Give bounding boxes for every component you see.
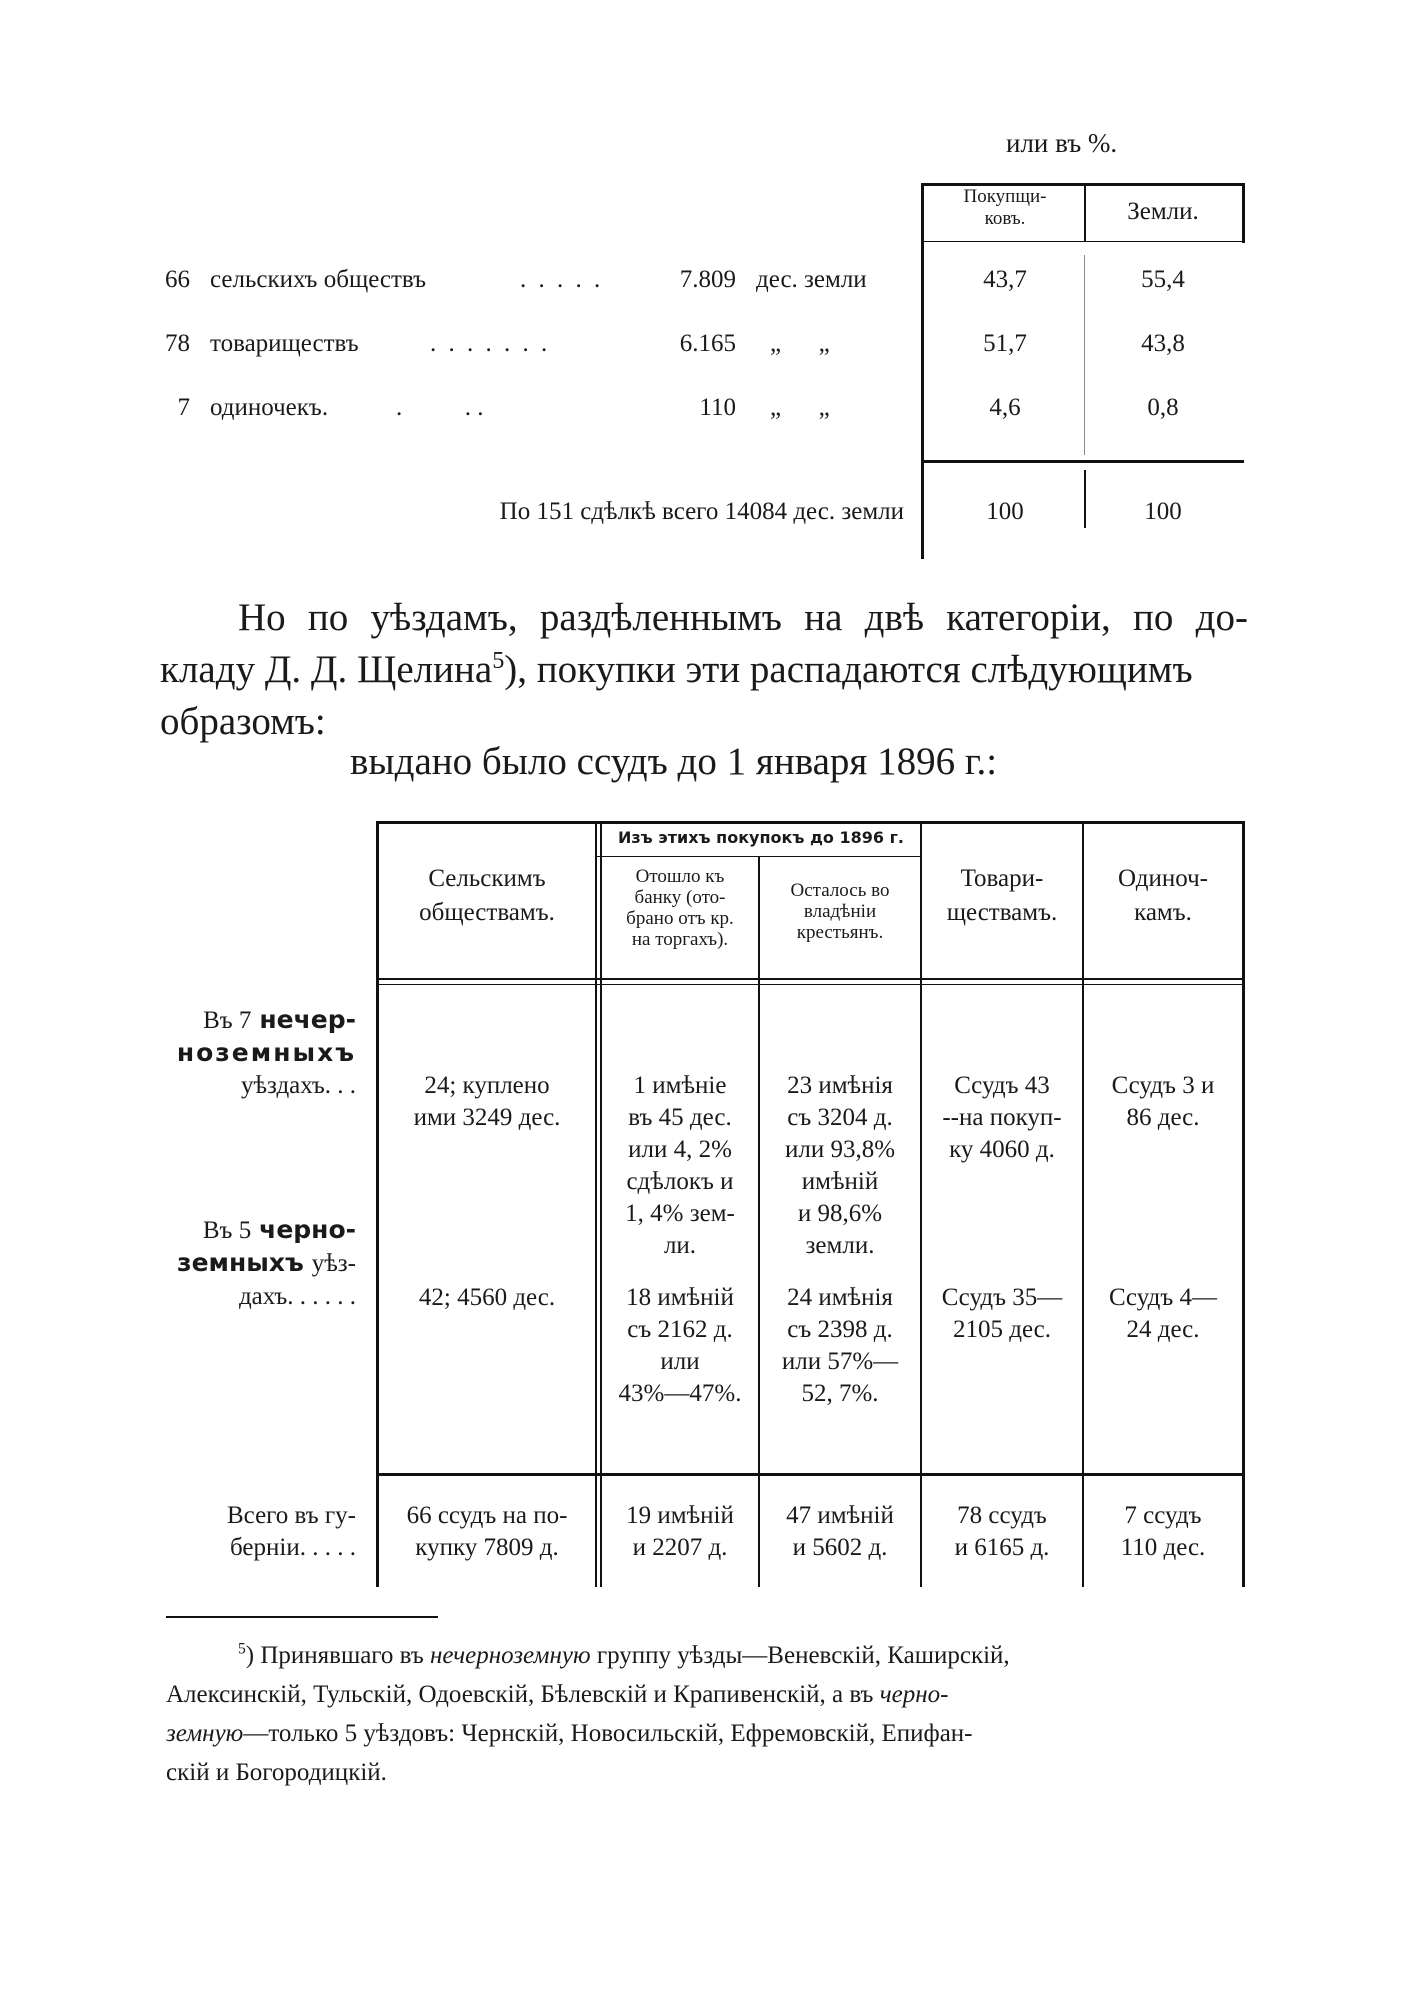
- header-group: Изъ этихъ покупокъ до 1896 г.: [617, 828, 905, 847]
- footnote-line: [166, 1675, 1248, 1714]
- top-table-right-rule: [1242, 183, 1245, 243]
- total-remained: 47 имѣній и 5602 д.: [786, 1502, 894, 1561]
- paragraph-text: ), покупки эти распадаются слѣдующимъ: [504, 648, 1193, 691]
- cell-remained: 23 имѣнія съ 3204 д. или 93,8% имѣній и 98,6% земли.: [784, 1072, 896, 1259]
- group-label-chernozem: [150, 1214, 356, 1313]
- total-land-pct: 100: [1144, 498, 1182, 525]
- paragraph-line: Но по уѣздамъ, раздѣленнымъ на двѣ категоріи, по до-: [238, 596, 1248, 639]
- footnote-rule: [166, 1616, 438, 1618]
- header-returned: Отошло къ банку (ото- брано отъ кр. на торгахъ).: [626, 866, 734, 950]
- total-societies: 66 ссудъ на по- купку 7809 д.: [406, 1502, 568, 1561]
- group-label-text: нечер-: [259, 1005, 356, 1034]
- row-land-pct: 0,8: [1147, 394, 1179, 421]
- top-table-mid-rule-faint: [1084, 255, 1085, 455]
- cell-individuals: Ссудъ 4— 24 дес.: [1108, 1284, 1218, 1343]
- total-returned: 19 имѣній и 2207 д.: [626, 1502, 734, 1561]
- footnote-text: —только 5 уѣздовъ: Чернскій, Новосильскій, Ефремовскій, Епифан-: [243, 1720, 973, 1747]
- row-count: 66: [165, 266, 190, 293]
- row-unit: дес. земли: [756, 266, 867, 293]
- group-label-text: земныхъ: [177, 1248, 304, 1277]
- top-table-mid-rule: [1084, 183, 1086, 241]
- row-buyers-pct: 43,7: [983, 266, 1027, 293]
- row-area: 110: [699, 394, 736, 421]
- col-header-buyers: Покупщи- ковъ.: [963, 186, 1047, 229]
- header-remained: Осталось во владѣніи крестьянъ.: [790, 880, 890, 943]
- paragraph-line: [160, 644, 1248, 696]
- row-count: 78: [165, 330, 190, 357]
- group-label-text: дахъ. . . . . .: [238, 1283, 356, 1310]
- row-label: одиночекъ.: [210, 394, 329, 421]
- main-table-rule: [595, 821, 597, 1587]
- header-societies: Сельскимъ обществамъ.: [419, 865, 555, 926]
- group-label-text: черно-: [259, 1215, 356, 1244]
- footnote-text: ) Принявшаго въ: [245, 1642, 431, 1669]
- header-individuals: Одиноч- камъ.: [1118, 865, 1208, 926]
- footnote-line: [166, 1714, 1248, 1753]
- footnote-line: скій и Богородицкій.: [166, 1759, 387, 1786]
- top-table-total-rule: [922, 460, 1244, 463]
- row-label: товариществъ: [210, 330, 359, 357]
- total-label: По 151 сдѣлкѣ всего 14084 дес. земли: [499, 498, 904, 525]
- group-label-text: уѣз-: [311, 1250, 356, 1277]
- row-buyers-pct: 4,6: [989, 394, 1021, 421]
- row-land-pct: 55,4: [1141, 266, 1185, 293]
- group-label-text: Въ 7: [203, 1007, 252, 1034]
- footnote-text: Алексинскій, Тульскій, Одоевскій, Бѣлевскій и Крапивенскій, а въ: [166, 1681, 880, 1708]
- group-label-text: ноземныхъ: [176, 1038, 356, 1067]
- group-label-text: уѣздахъ. . .: [240, 1072, 356, 1099]
- cell-remained: 24 имѣнія съ 2398 д. или 57%— 52, 7%.: [781, 1284, 899, 1407]
- group-label-text: Въ 5: [202, 1217, 252, 1244]
- total-partnerships: 78 ссудъ и 6165 д.: [954, 1502, 1050, 1561]
- cell-partnerships: Ссудъ 35— 2105 дес.: [941, 1284, 1063, 1343]
- row-dots: . . . . . . .: [430, 330, 551, 357]
- main-table-top-rule: [377, 821, 1245, 824]
- main-table-header-rule-2: [377, 984, 1245, 985]
- row-count: 7: [177, 394, 190, 421]
- paragraph-line: образомъ:: [160, 700, 326, 743]
- main-table-rule-double: [600, 821, 602, 1587]
- paragraph-text: кладу Д. Д. Щелина: [160, 648, 493, 691]
- row-unit: „ „: [770, 394, 830, 421]
- percent-caption: или въ %.: [1006, 128, 1118, 158]
- row-land-pct: 43,8: [1141, 330, 1185, 357]
- group-label-nonchernozem: [150, 1004, 356, 1102]
- footnote-mark: 5: [238, 1640, 246, 1658]
- row-buyers-pct: 51,7: [983, 330, 1027, 357]
- main-table-header-rule: [377, 978, 1245, 980]
- total-row-label: Всего въ гу- берніи. . . . .: [227, 1502, 356, 1561]
- cell-societies: 42; 4560 дес.: [418, 1284, 556, 1311]
- footnote-emphasis: черно-: [879, 1681, 949, 1708]
- row-area: 6.165: [679, 330, 736, 357]
- main-table-right-rule: [1242, 821, 1245, 1587]
- main-table-total-rule: [377, 1473, 1245, 1476]
- main-table-rule: [758, 857, 760, 1587]
- footnote-line: [238, 1636, 1248, 1675]
- cell-societies: 24; куплено ими 3249 дес.: [413, 1072, 561, 1131]
- footnote-emphasis: нечерноземную: [430, 1642, 591, 1669]
- footnote-emphasis: земную: [166, 1720, 244, 1747]
- row-label: сельскихъ обществъ: [210, 266, 427, 293]
- cell-individuals: Ссудъ 3 и 86 дес.: [1111, 1072, 1215, 1131]
- top-table-left-rule: [921, 183, 924, 559]
- main-table-rule: [1082, 821, 1084, 1587]
- main-table-rule: [920, 821, 922, 1587]
- row-dots: . . .: [396, 394, 484, 421]
- top-table-header-rule: [922, 241, 1244, 242]
- footnote-ref: 5: [492, 647, 505, 674]
- cell-returned: 1 имѣніе въ 45 дес. или 4, 2% сдѣлокъ и 1, 4% зем- ли.: [625, 1072, 735, 1259]
- col-header-land: Земли.: [1127, 198, 1199, 225]
- row-area: 7.809: [679, 266, 736, 293]
- total-individuals: 7 ссудъ 110 дес.: [1120, 1502, 1206, 1561]
- cell-partnerships: Ссудъ 43 --на покуп- ку 4060 д.: [942, 1072, 1062, 1163]
- table-caption: выдано было ссудъ до 1 января 1896 г.:: [350, 740, 998, 783]
- row-dots: . . . . .: [520, 266, 604, 293]
- header-partnerships: Товари- ществамъ.: [946, 865, 1058, 926]
- footnote-text: группу уѣзды—Веневскій, Каширскій,: [590, 1642, 1010, 1669]
- total-buyers-pct: 100: [986, 498, 1024, 525]
- top-table-mid-rule-total: [1084, 470, 1086, 528]
- main-table-left-rule: [376, 821, 379, 1587]
- row-unit: „ „: [770, 330, 830, 357]
- cell-returned: 18 имѣній съ 2162 д. или 43%—47%.: [618, 1284, 742, 1407]
